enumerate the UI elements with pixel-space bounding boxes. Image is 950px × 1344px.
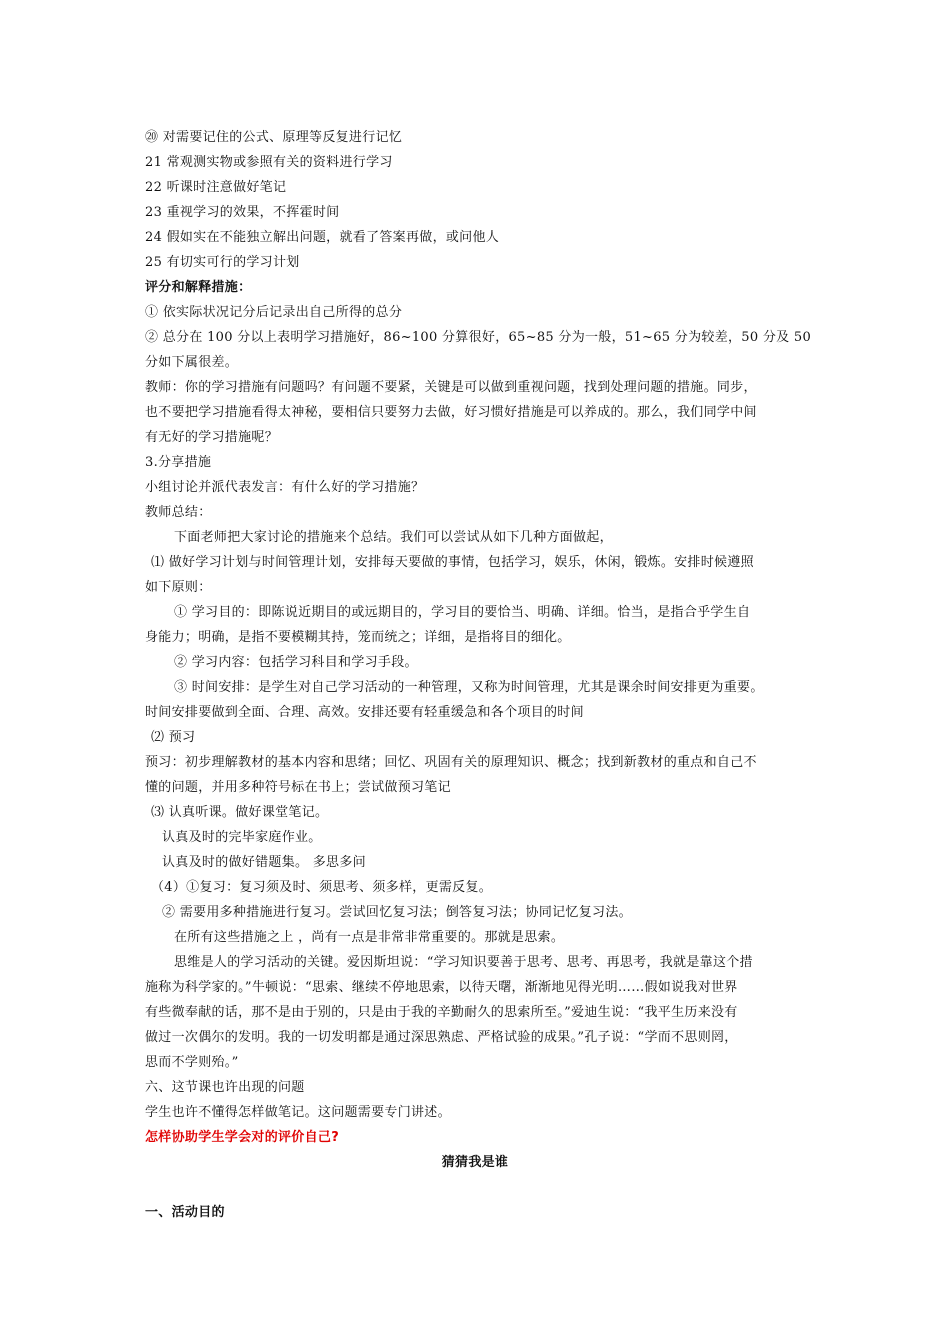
thinking-intro: 在所有这些措施之上 ，尚有一点是非常非常重要的。那就是思索。 [174, 930, 565, 945]
teacher-paragraph-line: 教师：你的学习措施有问题吗？有问题不要紧，关键是可以做到重视问题，找到处理问题的措施。同步， [145, 380, 757, 395]
red-question-heading: 怎样协助学生学会对的评价自己? [145, 1130, 340, 1145]
teacher-paragraph-line: 也不要把学习措施看得太神秘，要相信只要努力去做，好习惯好措施是可以养成的。那么，我们同学中间 [145, 405, 757, 420]
review-item-1: （4）①复习：复习须及时、须思考、须多样，更需反复。 [151, 880, 493, 895]
quotes-paragraph-line: 思而不学则殆。” [145, 1055, 239, 1070]
principle-goal-cont: 身能力；明确，是指不要模糊其持，笼而统之；详细，是指将目的细化。 [145, 630, 571, 645]
item-24: 24 假如实在不能独立解出问题，就看了答案再做，或问他人 [145, 230, 500, 245]
mistakes-item: 认真及时的做好错题集。 多思多问 [162, 855, 366, 870]
group-discussion: 小组讨论并派代表发言：有什么好的学习措施？ [145, 480, 425, 495]
principle-content: ② 学习内容：包括学习科目和学习手段。 [174, 655, 418, 670]
scoring-rule-2: ② 总分在 100 分以上表明学习措施好，86~100 分算很好，65~85 分为一般，51~65 分为较差，50 分及 50 [145, 330, 812, 345]
quotes-paragraph-line: 做过一次偶尔的发明。我的一切发明都是通过深思熟虑、严格试验的成果。”孔子说：“学而不思则罔， [145, 1030, 738, 1045]
preview-text-cont: 懂的问题，并用多种符号标在书上；尝试做预习笔记 [145, 780, 451, 795]
homework-item: 认真及时的完毕家庭作业。 [162, 830, 322, 845]
item-22: 22 听课时注意做好笔记 [145, 180, 287, 195]
item-23: 23 重视学习的效果，不挥霍时间 [145, 205, 340, 220]
scoring-heading: 评分和解释措施： [145, 280, 252, 295]
quotes-paragraph-line: 施称为科学家的。”牛顿说：“思索、继续不停地思索，以待天曙，渐渐地见得光明……假如说我对世界 [145, 980, 738, 995]
principle-goal: ① 学习目的：即陈说近期目的或远期目的，学习目的要恰当、明确、详细。恰当，是指合乎学生自 [174, 605, 751, 620]
quotes-paragraph-line: 思维是人的学习活动的关键。爱因斯坦说：“学习知识要善于思考、思考、再思考，我就是靠这个措 [174, 955, 753, 970]
principle-time-cont: 时间安排要做到全面、合理、高效。安排还要有轻重缓急和各个项目的时间 [145, 705, 584, 720]
notes-problem: 学生也许不懂得怎样做笔记。这问题需要专门讲述。 [145, 1105, 451, 1120]
teacher-summary-label: 教师总结： [145, 505, 212, 520]
item-20: ⑳ 对需要记住的公式、原理等反复进行记忆 [145, 130, 403, 145]
preview-text: 预习：初步理解教材的基本内容和思绪；回忆、巩固有关的原理知识、概念；找到新教材的重点和自己不 [145, 755, 757, 770]
section-share-methods: 3.分享措施 [145, 455, 212, 470]
item-25: 25 有切实可行的学习计划 [145, 255, 300, 270]
plan-item-1-cont: 如下原则： [145, 580, 212, 595]
principle-time: ③ 时间安排：是学生对自己学习活动的一种管理，又称为时间管理，尤其是课余时间安排更为重要。 [174, 680, 764, 695]
scoring-rule-1: ① 依实际状况记分后记录出自己所得的总分 [145, 305, 403, 320]
plan-item-1: ⑴ 做好学习计划与时间管理计划，安排每天要做的事情，包括学习，娱乐，休闲，锻炼。安排时候遵照 [151, 555, 754, 570]
quotes-paragraph-line: 有些微奉献的话，那不是由于别的，只是由于我的辛勤耐久的思索所至。”爱迪生说：“我平生历来没有 [145, 1005, 738, 1020]
summary-intro: 下面老师把大家讨论的措施来个总结。我们可以尝试从如下几种方面做起， [174, 530, 613, 545]
teacher-paragraph-line: 有无好的学习措施呢？ [145, 430, 279, 445]
review-item-2: ② 需要用多种措施进行复习。尝试回忆复习法；倒答复习法；协同记忆复习法。 [162, 905, 632, 920]
activity-goal-heading: 一、活动目的 [145, 1205, 225, 1220]
activity-title: 猜猜我是谁 [441, 1155, 509, 1170]
scoring-rule-2-cont: 分如下属很差。 [145, 355, 239, 370]
listen-item: ⑶ 认真听课。做好课堂笔记。 [151, 805, 329, 820]
item-21: 21 常观测实物或参照有关的资料进行学习 [145, 155, 393, 170]
section-six-heading: 六、这节课也许出现的问题 [145, 1080, 305, 1095]
preview-heading: ⑵ 预习 [151, 730, 196, 745]
